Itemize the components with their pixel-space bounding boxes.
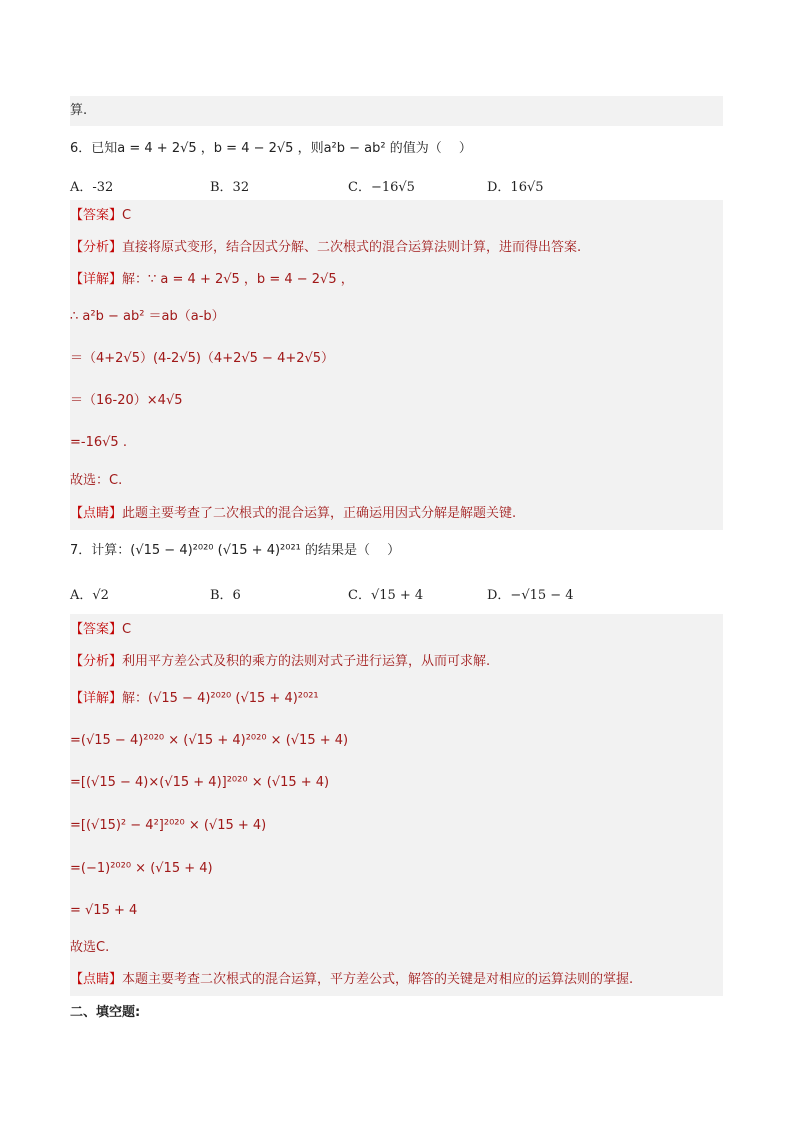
option-c: C．√15 + 4 bbox=[348, 588, 424, 603]
q7-detail bbox=[70, 678, 723, 720]
step-text: =(−1)²⁰²⁰ × (√15 + 4) bbox=[70, 861, 213, 876]
prev-answer-tail bbox=[70, 96, 723, 126]
comment-text: 本题主要考查二次根式的混合运算，平方差公式，解答的关键是对相应的运算法则的掌握. bbox=[122, 972, 634, 987]
q6-comment bbox=[70, 498, 723, 530]
option-c: C．−16√5 bbox=[348, 180, 415, 195]
q7-answer bbox=[70, 614, 723, 646]
answer-tag: 【答案】 bbox=[70, 622, 123, 637]
question-7-text: 7．计算：(√15 − 4)²⁰²⁰ (√15 + 4)²⁰²¹ 的结果是（ ） bbox=[70, 543, 401, 558]
question-6 bbox=[70, 138, 723, 160]
q6-step-2 bbox=[70, 338, 723, 380]
option-a: A．√2 bbox=[70, 588, 109, 603]
analysis-tag: 【分析】 bbox=[70, 654, 123, 669]
step-text: = √15 + 4 bbox=[70, 903, 138, 918]
option-d: D．16√5 bbox=[487, 180, 544, 195]
selection-text: 故选：C. bbox=[70, 473, 123, 488]
option-b: B．32 bbox=[210, 180, 250, 195]
q6-step-4 bbox=[70, 422, 723, 464]
q7-analysis bbox=[70, 646, 723, 678]
question-6-text: 6．已知a = 4 + 2√5 ，b = 4 − 2√5 ，则a²b − ab² 的值为（ ） bbox=[70, 141, 472, 156]
option-a: A．-32 bbox=[70, 180, 114, 195]
step-text: =-16√5 . bbox=[70, 435, 127, 450]
selection-text: 故选C. bbox=[70, 940, 110, 955]
q6-analysis bbox=[70, 232, 723, 264]
section-title: 二、填空题: bbox=[70, 1005, 141, 1020]
step-text: =[(√15 − 4)×(√15 + 4)]²⁰²⁰ × (√15 + 4) bbox=[70, 775, 330, 790]
q7-selection bbox=[70, 932, 723, 964]
q7-step-4 bbox=[70, 848, 723, 890]
q6-step-1 bbox=[70, 296, 723, 338]
q7-step-5 bbox=[70, 890, 723, 932]
analysis-text: 直接将原式变形，结合因式分解、二次根式的混合运算法则计算，进而得出答案. bbox=[122, 240, 582, 255]
q6-selection bbox=[70, 464, 723, 498]
q6-answer bbox=[70, 200, 723, 232]
step-text: ＝（4+2√5）(4-2√5)（4+2√5 − 4+2√5） bbox=[70, 351, 335, 366]
comment-tag: 【点睛】 bbox=[70, 506, 123, 521]
question-7 bbox=[70, 538, 723, 564]
answer-value: C bbox=[122, 622, 132, 637]
prev-tail-text: 算. bbox=[70, 103, 88, 118]
option-d: D．−√15 − 4 bbox=[487, 588, 574, 603]
answer-value: C bbox=[122, 208, 132, 223]
q6-step-3 bbox=[70, 380, 723, 422]
comment-text: 此题主要考查了二次根式的混合运算，正确运用因式分解是解题关键. bbox=[122, 506, 517, 521]
q7-comment bbox=[70, 964, 723, 996]
step-text: ＝（16-20）×4√5 bbox=[70, 393, 183, 408]
detail-tag: 【详解】 bbox=[70, 272, 123, 287]
section-heading bbox=[70, 1002, 723, 1024]
detail-text: 解：∵ a = 4 + 2√5 ，b = 4 − 2√5 ， bbox=[122, 272, 354, 287]
q7-step-2 bbox=[70, 762, 723, 804]
comment-tag: 【点睛】 bbox=[70, 972, 123, 987]
q7-step-1 bbox=[70, 720, 723, 762]
analysis-tag: 【分析】 bbox=[70, 240, 123, 255]
step-text: ∴ a²b − ab² ＝ab（a-b） bbox=[70, 309, 225, 324]
detail-tag: 【详解】 bbox=[70, 691, 123, 706]
option-b: B．6 bbox=[210, 588, 241, 603]
step-text: =[(√15)² − 4²]²⁰²⁰ × (√15 + 4) bbox=[70, 818, 267, 833]
detail-text: 解：(√15 − 4)²⁰²⁰ (√15 + 4)²⁰²¹ bbox=[122, 691, 319, 706]
q6-detail bbox=[70, 264, 723, 296]
step-text: =(√15 − 4)²⁰²⁰ × (√15 + 4)²⁰²⁰ × (√15 + 4) bbox=[70, 733, 349, 748]
analysis-text: 利用平方差公式及积的乘方的法则对式子进行运算，从而可求解. bbox=[122, 654, 491, 669]
q7-step-3 bbox=[70, 804, 723, 848]
answer-tag: 【答案】 bbox=[70, 208, 123, 223]
